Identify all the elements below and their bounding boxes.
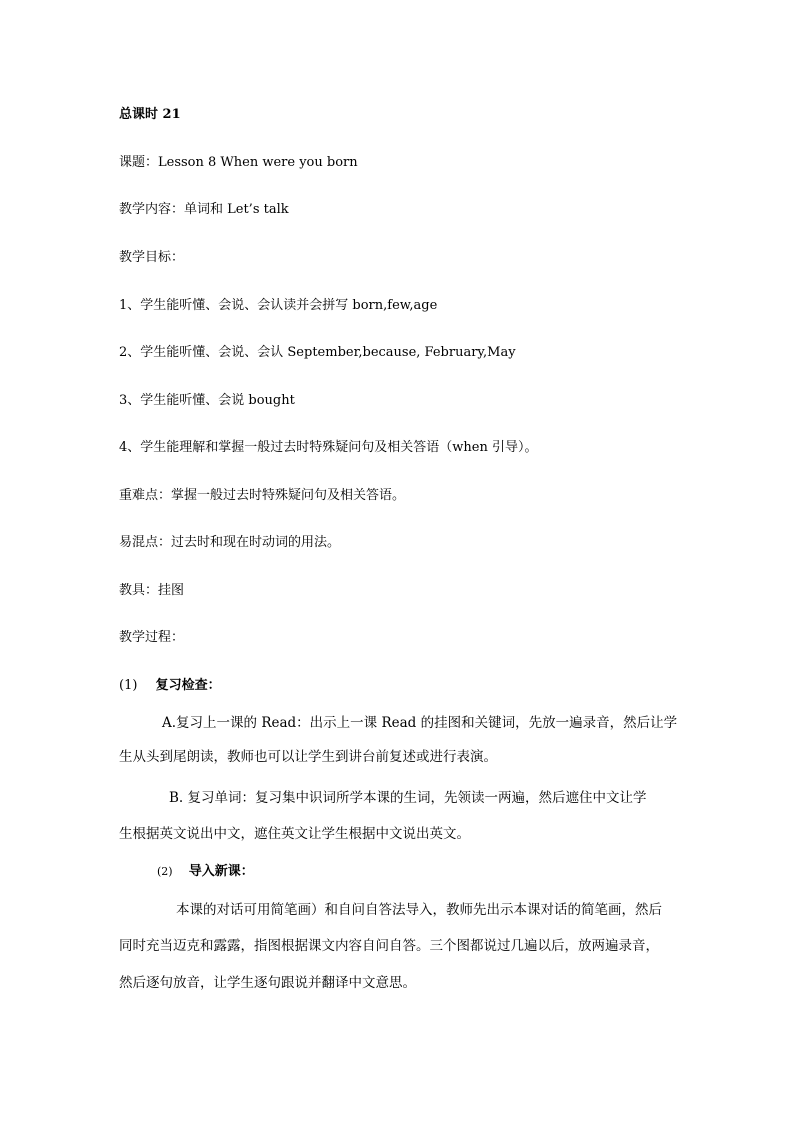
goal-item: 2、学生能听懂、会说、会认 September,because, February,May — [119, 345, 516, 360]
step1-a-line: 生从头到尾朗读，教师也可以让学生到讲台前复述或进行表演。 — [119, 749, 497, 765]
step1-heading — [119, 678, 221, 694]
confusing-points: 易混点：过去时和现在时动词的用法。 — [119, 535, 341, 550]
goal-item: 1、学生能听懂、会说、会认读并会拼写 born,few,age — [119, 298, 438, 313]
lesson-topic: 课题：Lesson 8 When were you born — [119, 155, 358, 170]
step2-number: (2) — [157, 865, 173, 878]
step1-title: 复习检查： — [155, 678, 221, 693]
step1-b-line: B. 复习单词：复习集中识词所学本课的生词，先领读一两遍，然后遮住中文让学 — [169, 790, 647, 806]
total-lesson-heading: 总课时 21 — [119, 107, 181, 122]
step1-number: (1) — [119, 678, 138, 693]
teaching-aids: 教具：挂图 — [119, 583, 185, 598]
step2-line: 然后逐句放音，让学生逐句跟说并翻译中文意思。 — [119, 975, 416, 991]
process-title: 教学过程： — [119, 630, 185, 645]
step2-line: 同时充当迈克和露露，指图根据课文内容自问自答。三个图都说过几遍以后，放两遍录音， — [119, 938, 659, 954]
key-points: 重难点：掌握一般过去时特殊疑问句及相关答语。 — [119, 488, 406, 503]
goal-item: 4、学生能理解和掌握一般过去时特殊疑问句及相关答语（when 引导）。 — [119, 440, 538, 455]
step2-title: 导入新课： — [188, 864, 254, 879]
teaching-content: 教学内容：单词和 Let’s talk — [119, 202, 289, 217]
step2-line: 本课的对话可用简笔画）和自问自答法导入，教师先出示本课对话的简笔画，然后 — [176, 902, 662, 918]
step2-heading — [157, 864, 254, 880]
step1-a-line: A.复习上一课的 Read：出示上一课 Read 的挂图和关键词，先放一遍录音，然后让学 — [162, 715, 678, 731]
goal-item: 3、学生能听懂、会说 bought — [119, 393, 295, 408]
goals-title: 教学目标： — [119, 250, 185, 265]
step1-b-line: 生根据英文说出中文，遮住英文让学生根据中文说出英文。 — [119, 826, 470, 842]
